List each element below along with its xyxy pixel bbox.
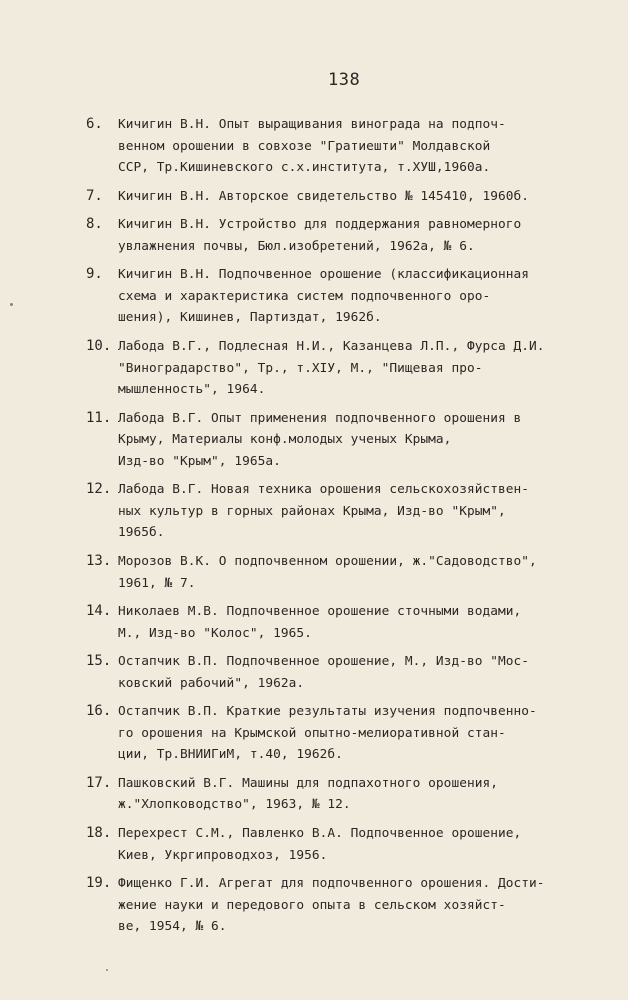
reference-line: Остапчик В.П. Краткие результаты изучения подпочвенно-	[118, 704, 537, 720]
reference-line: Кичигин В.Н. Устройство для поддержания равномерного	[118, 217, 522, 233]
reference-item	[86, 214, 606, 257]
reference-line: Кичигин В.Н. Авторское свидетельство № 145410, 1960б.	[118, 188, 529, 204]
reference-item	[86, 551, 606, 594]
reference-number: 13.	[86, 552, 112, 569]
reference-line: ных культур в горных районах Крыма, Изд-во "Крым",	[118, 503, 506, 519]
reference-line: Лабода В.Г. Опыт применения подпочвенного орошения в	[118, 410, 522, 426]
reference-number: 8.	[86, 216, 103, 233]
reference-line: Фищенко Г.И. Агрегат для подпочвенного орошения. Дости-	[118, 875, 545, 891]
margin-mark	[106, 969, 108, 971]
reference-line: увлажнения почвы, Бюл.изобретений, 1962а, № 6.	[118, 238, 475, 254]
reference-item	[86, 264, 606, 329]
reference-number: 11.	[86, 409, 112, 426]
reference-line: М., Изд-во "Колос", 1965.	[118, 625, 312, 641]
reference-line: Пашковский В.Г. Машины для подпахотного орошения,	[118, 775, 498, 791]
reference-line: Николаев М.В. Подпочвенное орошение сточными водами,	[118, 604, 522, 619]
reference-line: Перехрест С.М., Павленко В.А. Подпочвенное орошение,	[118, 825, 522, 841]
reference-item	[86, 336, 606, 401]
reference-item	[86, 651, 606, 694]
reference-line: Киев, Укргипроводхоз, 1956.	[118, 847, 328, 863]
reference-number: 10.	[86, 337, 112, 354]
reference-line: Кичигин В.Н. Подпочвенное орошение (классификационная	[118, 267, 529, 283]
reference-number: 7.	[86, 187, 103, 204]
reference-list	[86, 114, 606, 945]
reference-item	[86, 823, 606, 866]
reference-number: 16.	[86, 703, 112, 720]
reference-item	[86, 408, 606, 473]
reference-line: Остапчик В.П. Подпочвенное орошение, М., Изд-во "Мос-	[118, 654, 529, 670]
page-number: 138	[328, 70, 361, 90]
reference-number: 12.	[86, 481, 112, 498]
reference-item	[86, 479, 606, 544]
reference-line: го орошения на Крымской опытно-мелиоративной стан-	[118, 725, 506, 741]
reference-number: 19.	[86, 874, 112, 891]
reference-number: 15.	[86, 653, 112, 670]
reference-line: мышленность", 1964.	[118, 382, 266, 398]
reference-line: шения), Кишинев, Партиздат, 1962б.	[118, 310, 382, 326]
margin-mark	[10, 303, 13, 306]
reference-number: 9.	[86, 266, 103, 283]
reference-line: "Виноградарство", Тр., т.ХIУ, М., "Пищевая про-	[118, 360, 483, 376]
reference-line: схема и характеристика систем подпочвенного оро-	[118, 288, 491, 304]
reference-line: 1961, № 7.	[118, 575, 196, 591]
reference-line: жение науки и передового опыта в сельском хозяйст-	[118, 897, 506, 913]
reference-line: ции, Тр.ВНИИГиМ, т.40, 1962б.	[118, 747, 343, 763]
reference-line: ж."Хлопководство", 1963, № 12.	[118, 797, 351, 813]
reference-number: 6.	[86, 116, 103, 132]
reference-item	[86, 773, 606, 816]
reference-item	[86, 873, 606, 938]
reference-item	[86, 701, 606, 766]
reference-number: 18.	[86, 824, 112, 841]
reference-number: 14.	[86, 603, 112, 619]
reference-line: Изд-во "Крым", 1965а.	[118, 453, 281, 469]
reference-line: ССР, Тр.Кишиневского с.х.института, т.ХУШ,1960а.	[118, 160, 491, 176]
reference-number: 17.	[86, 774, 112, 791]
reference-line: венном орошении в совхозе "Гратиешти" Молдавской	[118, 138, 491, 154]
reference-line: Лабода В.Г. Новая техника орошения сельскохозяйствен-	[118, 482, 529, 498]
reference-line: Крыму, Материалы конф.молодых ученых Крыма,	[118, 432, 452, 448]
reference-line: ковский рабочий", 1962а.	[118, 675, 305, 691]
reference-line: Кичигин В.Н. Опыт выращивания винограда на подпоч-	[118, 117, 506, 132]
reference-line: Морозов В.К. О подпочвенном орошении, ж."Садоводство",	[118, 553, 537, 569]
reference-item	[86, 601, 606, 644]
reference-line: Лабода В.Г., Подлесная Н.И., Казанцева Л.П., Фурса Д.И.	[118, 338, 545, 354]
reference-item	[86, 114, 606, 179]
reference-line: 1965б.	[118, 525, 165, 541]
reference-item	[86, 186, 606, 208]
reference-line: ве, 1954, № 6.	[118, 919, 227, 935]
